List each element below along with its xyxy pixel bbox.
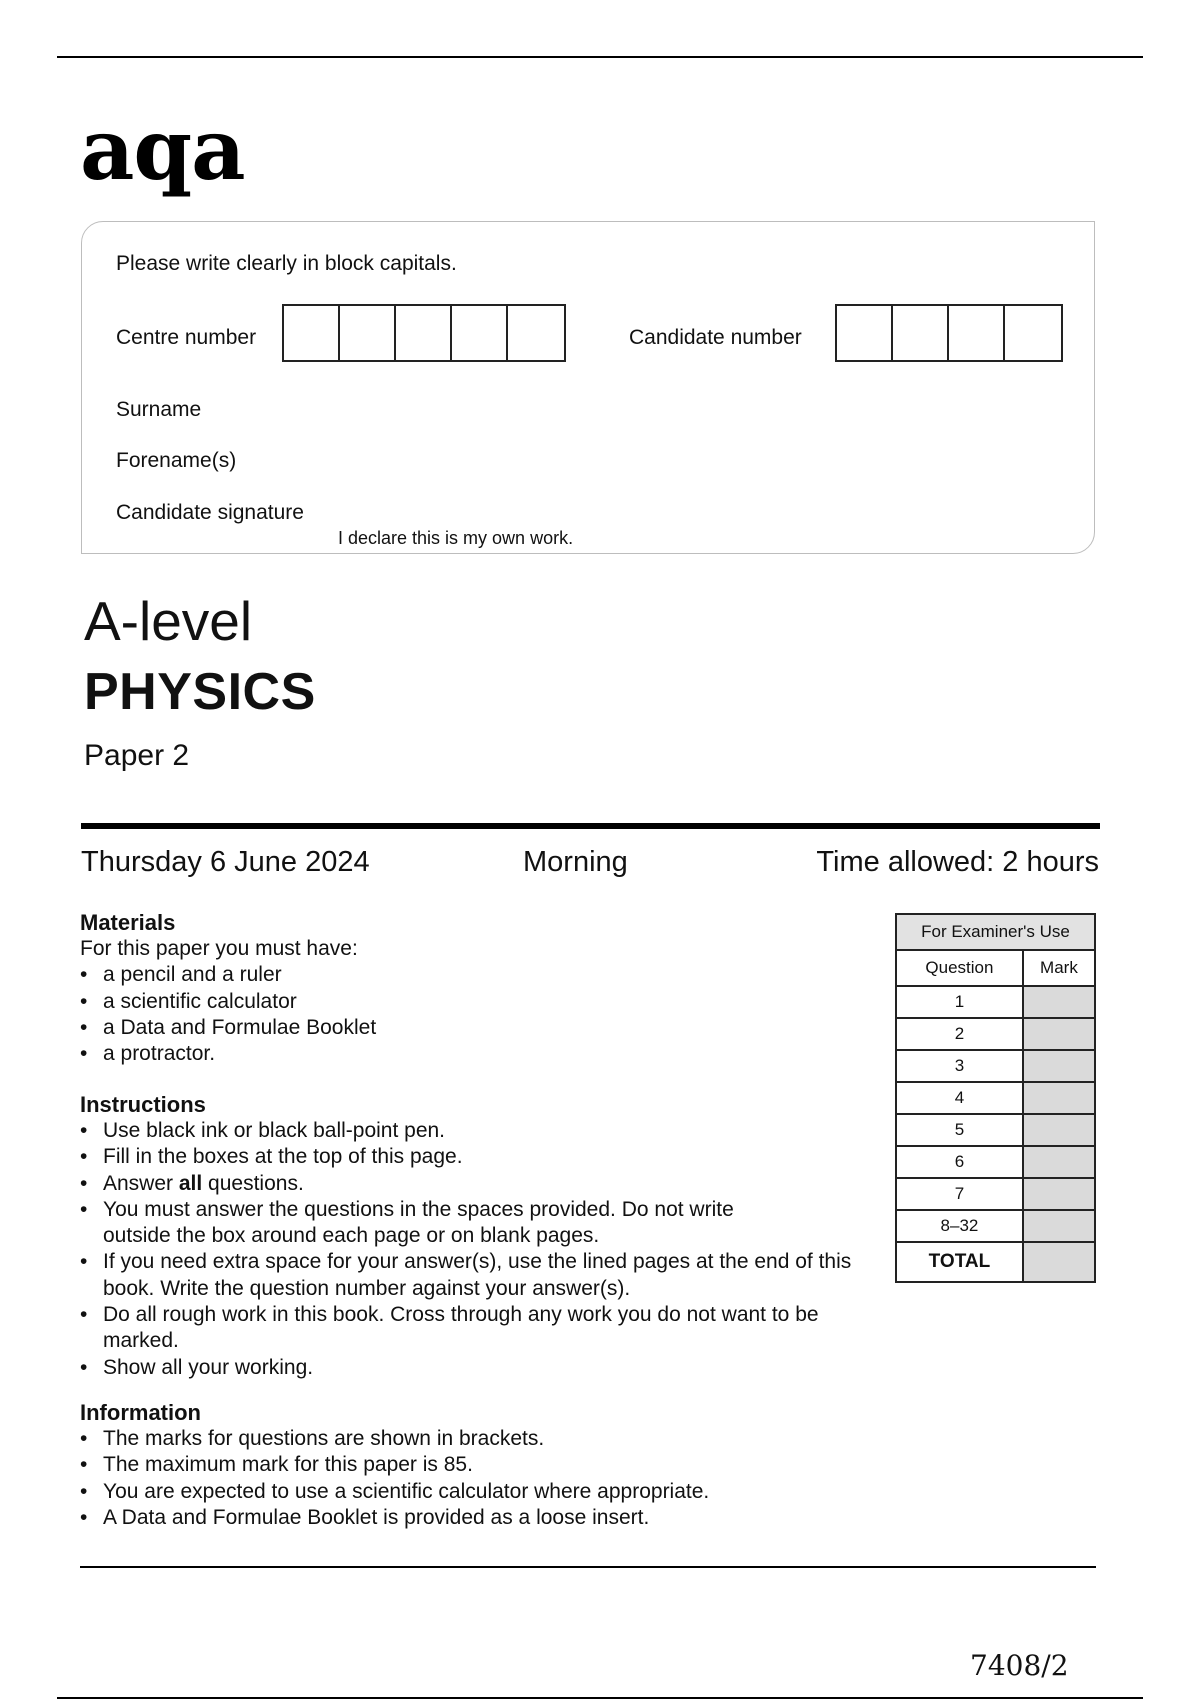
centre-digit-box[interactable] <box>340 306 396 360</box>
aqa-logo: aqa <box>80 100 245 199</box>
exam-date: Thursday 6 June 2024 <box>81 846 370 878</box>
footer-rule <box>57 1697 1143 1699</box>
table-row <box>896 1178 1095 1210</box>
question-number-cell: 8–32 <box>896 1210 1023 1242</box>
signature-label: Candidate signature <box>116 501 304 524</box>
list-item: • Answer all questions. <box>80 1171 880 1197</box>
materials-intro: For this paper you must have: <box>80 937 358 960</box>
list-item: • The maximum mark for this paper is 85. <box>80 1452 880 1478</box>
list-item: • Show all your working. <box>80 1355 880 1381</box>
title-divider <box>81 823 1100 829</box>
list-item: • A Data and Formulae Booklet is provided as a loose insert. <box>80 1505 880 1531</box>
total-label: TOTAL <box>896 1242 1023 1282</box>
list-item: • a Data and Formulae Booklet <box>80 1015 880 1041</box>
information-heading: Information <box>80 1400 201 1425</box>
materials-heading: Materials <box>80 910 176 935</box>
question-number-cell: 7 <box>896 1178 1023 1210</box>
candidate-digit-box[interactable] <box>837 306 893 360</box>
list-item: • Use black ink or black ball-point pen. <box>80 1118 880 1144</box>
materials-section <box>80 910 880 1067</box>
subject-title: PHYSICS <box>84 663 316 721</box>
instructions-heading: Instructions <box>80 1092 206 1117</box>
mark-cell <box>1023 1050 1095 1082</box>
mark-cell <box>1023 1018 1095 1050</box>
table-row <box>896 1210 1095 1242</box>
table-row <box>896 1050 1095 1082</box>
centre-number-label: Centre number <box>116 326 257 349</box>
question-number-cell: 3 <box>896 1050 1023 1082</box>
table-row <box>896 1018 1095 1050</box>
information-section <box>80 1400 880 1531</box>
examiner-table-title: For Examiner's Use <box>896 914 1095 950</box>
centre-digit-box[interactable] <box>396 306 452 360</box>
question-number-cell: 4 <box>896 1082 1023 1114</box>
declaration-text: I declare this is my own work. <box>338 528 574 548</box>
candidate-number-boxes[interactable] <box>835 304 1063 362</box>
mark-column-header: Mark <box>1023 950 1095 986</box>
emphasis-text: all <box>178 1171 203 1195</box>
list-item: • a protractor. <box>80 1041 880 1067</box>
centre-number-boxes[interactable] <box>282 304 566 362</box>
table-row <box>896 986 1095 1018</box>
paper-code: 7408/2 <box>970 1649 1069 1682</box>
time-allowed: Time allowed: 2 hours <box>816 846 1099 878</box>
question-column-header: Question <box>896 950 1023 986</box>
question-number-cell: 6 <box>896 1146 1023 1178</box>
examiner-use-table <box>895 913 1096 1283</box>
question-number-cell: 1 <box>896 986 1023 1018</box>
question-number-cell: 5 <box>896 1114 1023 1146</box>
centre-digit-box[interactable] <box>284 306 340 360</box>
list-item: • Do all rough work in this book. Cross through any work you do not want to be marked. <box>80 1302 833 1355</box>
mark-cell <box>1023 1178 1095 1210</box>
candidate-digit-box[interactable] <box>893 306 949 360</box>
centre-digit-box[interactable] <box>452 306 508 360</box>
mark-cell <box>1023 1082 1095 1114</box>
list-item: • If you need extra space for your answer(s), use the lined pages at the end of this book. Write the question number against your answer(s). <box>80 1249 883 1302</box>
mark-cell <box>1023 1146 1095 1178</box>
instructions-section <box>80 1092 880 1381</box>
list-item: • a pencil and a ruler <box>80 962 880 988</box>
candidate-number-label: Candidate number <box>629 326 802 349</box>
list-item: • a scientific calculator <box>80 989 880 1015</box>
list-item: • The marks for questions are shown in brackets. <box>80 1426 880 1452</box>
table-row <box>896 1082 1095 1114</box>
bottom-rule <box>80 1566 1096 1568</box>
question-number-cell: 2 <box>896 1018 1023 1050</box>
table-row <box>896 1146 1095 1178</box>
qualification-level: A-level <box>84 590 253 652</box>
paper-number: Paper 2 <box>84 739 190 772</box>
forename-label: Forename(s) <box>116 449 237 472</box>
mark-cell <box>1023 1210 1095 1242</box>
block-capitals-instruction: Please write clearly in block capitals. <box>116 252 457 275</box>
total-mark-cell <box>1023 1242 1095 1282</box>
table-row <box>896 1114 1095 1146</box>
candidate-digit-box[interactable] <box>1005 306 1061 360</box>
top-rule <box>57 56 1143 58</box>
list-item: • You are expected to use a scientific calculator where appropriate. <box>80 1479 880 1505</box>
centre-digit-box[interactable] <box>508 306 564 360</box>
candidate-digit-box[interactable] <box>949 306 1005 360</box>
candidate-details-box <box>81 221 1095 554</box>
mark-cell <box>1023 1114 1095 1146</box>
surname-label: Surname <box>116 398 202 421</box>
exam-session: Morning <box>523 846 628 878</box>
mark-cell <box>1023 986 1095 1018</box>
list-item: • Fill in the boxes at the top of this page. <box>80 1144 880 1170</box>
list-item: • You must answer the questions in the spaces provided. Do not write outside the box around each page or on blank pages. <box>80 1197 803 1250</box>
